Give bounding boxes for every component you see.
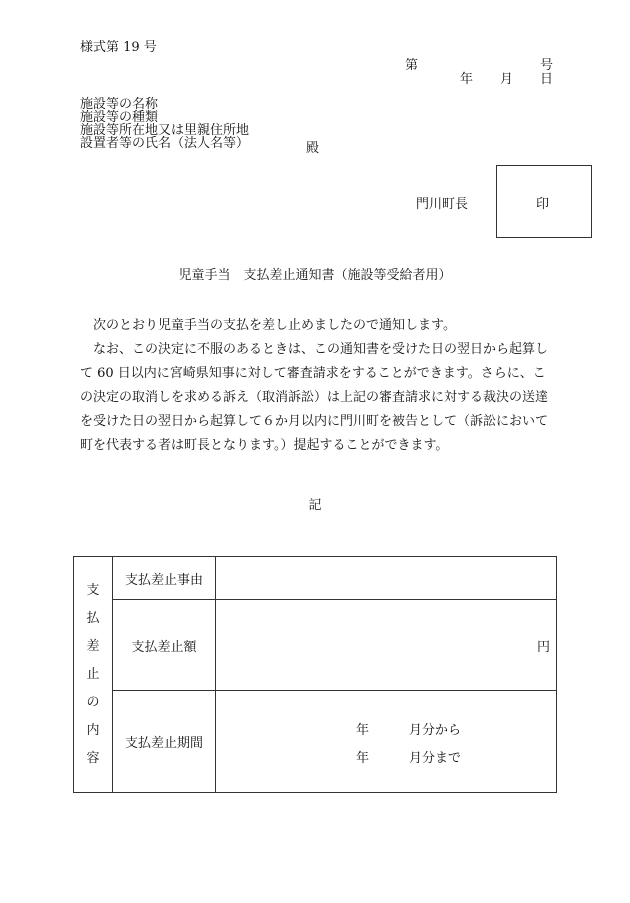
row-label-period: 支払差止期間 <box>113 691 216 793</box>
amount-value: 円 <box>216 600 557 691</box>
vertical-label <box>74 557 113 793</box>
body-text <box>80 314 555 458</box>
date-day: 日 <box>540 72 554 87</box>
addressee-block <box>80 98 249 150</box>
document-number-prefix: 第 <box>405 58 419 73</box>
date-year: 年 <box>460 72 474 87</box>
honorific: 殿 <box>306 141 320 156</box>
addressee-line: 施設等所在地又は里親住所地 <box>80 123 250 138</box>
document-title: 児童手当 支払差止通知書（施設等受給者用） <box>178 268 452 283</box>
document-number-suffix: 号 <box>540 58 554 73</box>
period-value <box>216 691 557 793</box>
body-paragraph: 次のとおり児童手当の支払を差し止めましたので通知します。 <box>93 318 456 333</box>
vertical-char: 止 <box>86 666 100 682</box>
date-month: 月 <box>500 72 514 87</box>
row-label-amount: 支払差止額 <box>113 600 216 691</box>
vertical-char: 支 <box>86 582 100 598</box>
row-label-reason: 支払差止事由 <box>113 557 216 600</box>
addressee-line: 施設等の名称 <box>80 97 159 112</box>
reason-value <box>216 557 557 600</box>
body-paragraph: なお、この決定に不服のあるときは、この通知書を受けた日の翌日から起算して 60 日以内に宮崎県知事に対して審査請求をすることができます。さらに、この決定の取消しを求める訴え（取消訴訟）は上記の審査請求に対する裁決の送達を受けた日の翌日から起算して６か月以内に門川町を被告として（訴訟において町を代表する者は町長となります。）提起することができます。 <box>80 342 549 453</box>
period-from: 年 月分から <box>356 723 462 738</box>
vertical-char: 容 <box>86 750 100 766</box>
vertical-char: 内 <box>86 722 100 738</box>
detail-table <box>73 556 557 793</box>
addressee-line: 施設等の種類 <box>80 110 159 125</box>
seal-mark: 印 <box>536 197 550 212</box>
vertical-char: の <box>86 694 100 710</box>
form-number: 様式第 19 号 <box>80 40 157 55</box>
issuer-title: 門川町長 <box>416 197 469 212</box>
ki-heading: 記 <box>308 498 322 513</box>
vertical-char: 払 <box>86 610 100 626</box>
period-to: 年 月分まで <box>356 751 462 766</box>
addressee-line: 設置者等の氏名（法人名等） <box>80 136 250 151</box>
vertical-char: 差 <box>86 638 100 654</box>
